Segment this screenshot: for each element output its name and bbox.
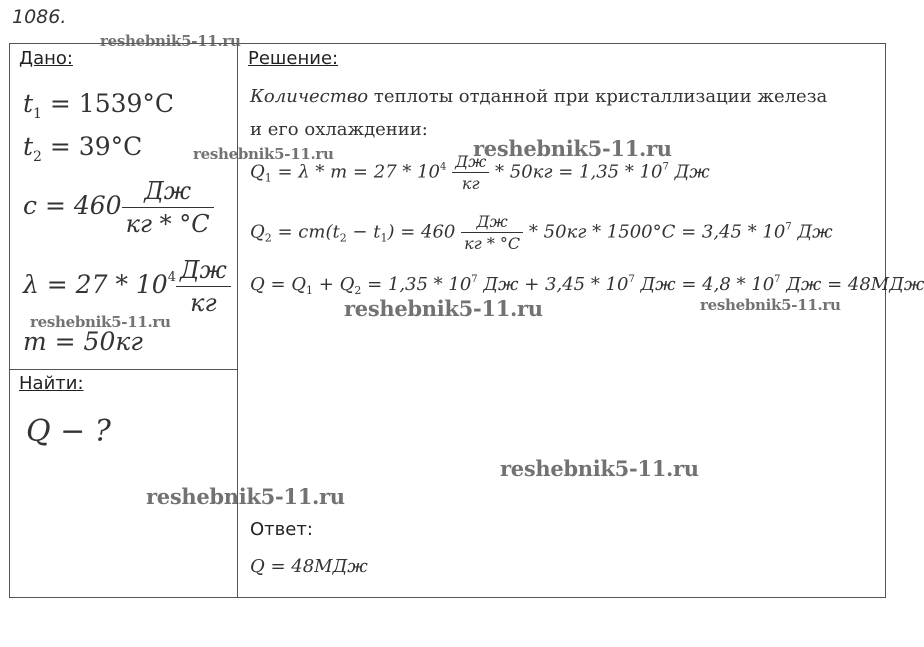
eq1-exp: 4 [440, 161, 447, 173]
t1-value: = 1539°C [41, 89, 175, 118]
eq2-q: Q [250, 221, 265, 243]
watermark: reshebnik5-11.ru [30, 313, 171, 331]
eq2-q-sub: 2 [264, 231, 272, 245]
c-unit-num: Дж [122, 177, 214, 208]
eq3-term1-exp: 7 [471, 274, 478, 285]
problem-number: 1086. [12, 6, 67, 28]
eq3-term1: = 1,35 * 10 [361, 274, 472, 295]
given-title: Дано: [19, 48, 73, 69]
eq2-t1: − t [346, 221, 381, 243]
eq1-q-sub: 1 [264, 171, 272, 185]
watermark: reshebnik5-11.ru [146, 484, 345, 509]
t2-value: = 39°C [41, 132, 143, 161]
c-unit-fraction [122, 177, 214, 238]
equation-q-total [250, 274, 924, 297]
answer-title: Ответ: [250, 519, 313, 540]
solution-intro [250, 86, 827, 107]
given-t2 [23, 132, 142, 165]
eq2-unit-fraction [461, 212, 523, 253]
eq3-sum-exp: 7 [774, 274, 781, 285]
eq2-result-exp: 7 [785, 221, 792, 233]
eq1-num: Дж [452, 152, 489, 173]
eq3-result: Дж = 48МДж [780, 274, 924, 295]
eq1-lambda-m: = λ * m = 27 * 10 [271, 161, 440, 183]
lambda-value: λ = 27 * 10 [23, 270, 168, 299]
given-lambda [23, 256, 231, 317]
c-unit-den: кг * °C [125, 210, 210, 238]
watermark: reshebnik5-11.ru [344, 296, 543, 321]
given-c [23, 177, 214, 238]
lambda-unit-den: кг [190, 289, 217, 317]
solution-title: Решение: [248, 48, 339, 69]
eq3-q2-sub: 2 [354, 284, 362, 297]
eq2-t2-sub: 2 [339, 231, 347, 245]
eq2-unit: Дж [791, 221, 833, 243]
eq2-c-value: ) = 460 [387, 221, 456, 243]
watermark: reshebnik5-11.ru [700, 296, 841, 314]
eq3-sum: Дж = 4,8 * 10 [634, 274, 775, 295]
eq3-term2: Дж + 3,45 * 10 [477, 274, 629, 295]
eq2-num: Дж [461, 212, 523, 233]
eq1-q: Q [250, 161, 265, 183]
intro-italic: Количество [250, 86, 369, 107]
lambda-unit-fraction [176, 256, 231, 317]
lambda-exponent: 4 [167, 270, 176, 285]
eq2-result: * 50кг * 1500°C = 3,45 * 10 [523, 221, 786, 243]
eq1-result-exp: 7 [662, 161, 669, 173]
eq1-result: * 50кг = 1,35 * 10 [489, 161, 663, 183]
answer-value: Q = 48МДж [250, 556, 368, 577]
watermark: reshebnik5-11.ru [100, 32, 241, 50]
eq2-den: кг * °C [464, 234, 521, 253]
watermark: reshebnik5-11.ru [473, 136, 672, 161]
c-value: c = 460 [23, 191, 122, 220]
given-t1 [23, 89, 174, 122]
eq3-q2: + Q [313, 274, 355, 295]
intro-text: теплоты отданной при кристаллизации железа [368, 86, 828, 107]
find-title: Найти: [19, 373, 84, 394]
lambda-unit-num: Дж [176, 256, 231, 287]
given-m: m = 50кг [23, 327, 143, 356]
t2-subscript: 2 [33, 149, 42, 165]
watermark: reshebnik5-11.ru [500, 456, 699, 481]
eq2-cm: = cm(t [271, 221, 340, 243]
watermark: reshebnik5-11.ru [193, 145, 334, 163]
t1-subscript: 1 [33, 106, 42, 122]
eq2-t1-sub: 1 [380, 231, 388, 245]
eq1-unit: Дж [668, 161, 710, 183]
eq3-term2-exp: 7 [628, 274, 635, 285]
find-value: Q − ? [26, 414, 111, 449]
eq3-q: Q = Q [250, 274, 307, 295]
solution-intro-line2: и его охлаждении: [250, 119, 428, 140]
t1-symbol: t [23, 89, 34, 118]
t2-symbol: t [23, 132, 34, 161]
eq3-q1-sub: 1 [306, 284, 314, 297]
eq1-den: кг [461, 174, 480, 193]
equation-q2 [250, 212, 833, 253]
